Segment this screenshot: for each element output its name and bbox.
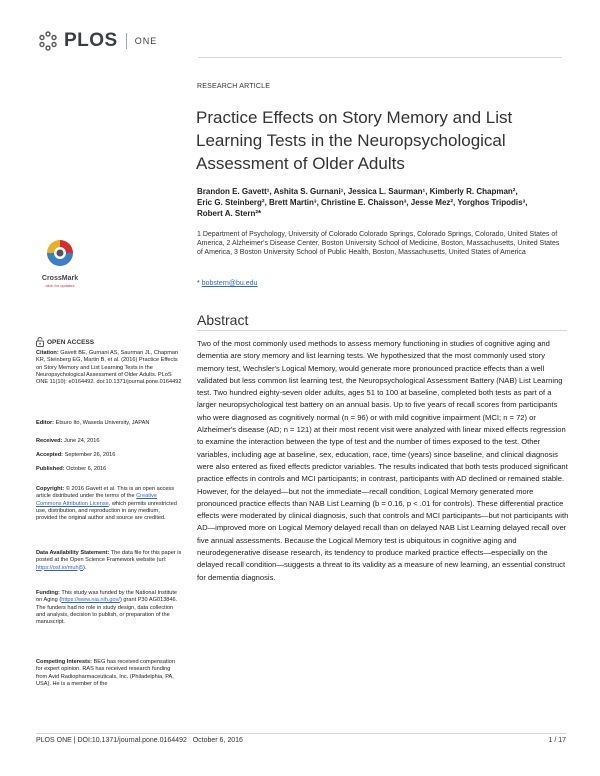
editor-text: Etsuro Ito, Waseda University, JAPAN (55, 420, 150, 426)
author-line: Robert A. Stern²* (197, 209, 262, 218)
copyright-text-end: , which permits unrestricted use, distribution, and reproduction in any medium, provided the original author and source are credited. (36, 500, 177, 522)
license-link[interactable]: Creative Commons Attribution License (36, 493, 157, 507)
header-rule (198, 57, 562, 58)
received-label: Received: (36, 438, 63, 444)
editor-label: Editor: (36, 420, 55, 426)
funding-label: Funding: (36, 590, 60, 596)
copyright (36, 486, 182, 522)
accepted-date: September 26, 2016 (64, 452, 116, 458)
funding-text-end: ) grant P30 AG013846. The funders had no role in study design, data collection and analysis, decision to publish, or preparation of the manuscript. (36, 597, 178, 626)
data-label: Data Availability Statement: (36, 550, 110, 556)
copyright-label: Copyright: (36, 486, 65, 492)
corresponding-email (197, 280, 257, 287)
author-line: Brandon E. Gavett¹, Ashita S. Gurnani¹, Jessica L. Saurman¹, Kimberly R. Chapman², (197, 187, 518, 196)
competing-text: BEG has received compensation for expert opinion. RAS has received research funding from Avid Radiopharmaceuticals, Inc. (Philadelphia, PA, USA). He is a member of the (36, 659, 175, 687)
open-access (36, 337, 94, 347)
crossmark-label: CrossMark (41, 275, 79, 282)
article-title: Practice Effects on Story Memory and List Learning Tests in the Neuropsychological Assessment of Older Adults (196, 108, 513, 173)
citation (36, 350, 182, 386)
open-lock-icon (36, 337, 44, 347)
article-type: RESEARCH ARTICLE (197, 83, 271, 90)
plos-logo[interactable] (38, 30, 157, 52)
citation-text: Gavett BE, Gurnani AS, Saurman JL, Chapman KR, Steinberg EG, Martin B, et al. (2016) Practice Effects on Story Memory and List Learning Tests in the Neuropsychological Assessment of Older Adults. PLoS ONE 11(10): e0164492. doi:10.1371/journal.pone.0164492 (36, 350, 182, 386)
editor (36, 420, 182, 427)
competing-label: Competing Interests: (36, 659, 92, 665)
plos-brand: PLOS (64, 30, 118, 51)
copyright-text: © 2016 Gavett et al. This is an open access article distributed under the terms of the (36, 486, 175, 500)
affiliations: 1 Department of Psychology, University of Colorado Colorado Springs, Colorado Springs, Colorado, United States of America, 2 Alzheimer's Disease Center, Boston University School of Medicine, Boston, Massachusetts, United States of America, 3 Boston University School of Public Health, Boston, Massachusetts, United States of America (197, 231, 560, 256)
abstract-rule (197, 330, 567, 331)
accepted-label: Accepted: (36, 452, 64, 458)
author-line: Eric G. Steinberg², Brett Martin³, Christine E. Chaisson³, Jesse Mez², Yorghos Tripodis³, (197, 198, 528, 207)
page-number: 1 / 17 (548, 737, 566, 744)
data-text: The data file for this paper is posted at the Open Science Framework website (url: (36, 550, 182, 564)
received (36, 438, 182, 445)
competing-interests (36, 659, 182, 688)
published-date: October 6, 2016 (66, 466, 107, 472)
funding (36, 590, 182, 626)
crossmark-icon (45, 238, 75, 270)
footer-rule (36, 733, 566, 734)
accepted (36, 452, 182, 459)
published-label: Published: (36, 466, 65, 472)
published (36, 466, 182, 473)
asterisk: * (197, 280, 202, 287)
data-text-end: ). (82, 564, 87, 571)
logo-divider (126, 33, 127, 49)
open-access-label: OPEN ACCESS (47, 338, 95, 346)
author-list (197, 186, 567, 219)
plos-dots-icon (38, 31, 58, 51)
osf-link[interactable]: https://osf.io/muhj5 (36, 564, 83, 571)
crossmark-badge[interactable] (36, 238, 84, 290)
footer-citation: PLOS ONE | DOI:10.1371/journal.pone.0164492 October 6, 2016 (36, 737, 243, 744)
funding-text: This study was funded by the National Institute on Aging ( (36, 590, 178, 604)
data-availability (36, 550, 182, 572)
nia-link[interactable]: https://www.nia.nih.gov/ (61, 597, 120, 604)
received-date: June 24, 2016 (64, 438, 100, 444)
journal-name: ONE (134, 36, 158, 46)
crossmark-sub: click for updates (45, 283, 75, 288)
abstract-text: Two of the most commonly used methods to assess memory functioning in studies of cognitive aging and dementia are story memory and list learning tests. We hypothesized that the most commonly used story memory test, Wechsler's Logical Memory, would generate more pronounced practice effects than a well validated but less common list learning test, the Neuropsychological Assessment Battery (NAB) List Learning test. Two hundred eighty-seven older adults, ages 51 to 100 at baseline, completed both tests as part of a larger neuropsychological test battery on an annual basis. Up to five years of recall scores from participants who were diagnosed as cognitively normal (n = 96) or with mild cognitive impairment (MCI; n = 72) or Alzheimer's disease (AD; n = 121) at their most recent visit were analyzed with linear mixed effects regression to examine the interaction between the type of test and the number of times exposed to the test. Other variables, including age at baseline, sex, education, race, time (years) since baseline, and clinical diagnosis were also entered as fixed effects predictor variables. The results indicated that both tests produced significant practice effects in controls and MCI participants; in contrast, participants with AD declined or remained stable. However, for the delayed—but not the immediate—recall condition, Logical Memory generated more pronounced practice effects than NAB List Learning (b = 0.16, p < .01 for controls). These differential practice effects were moderated by clinical diagnosis, such that controls and MCI participants—but not participants with AD—improved more on Logical Memory delayed recall than on delayed NAB List Learning delayed recall over five annual assessments. Because the Logical Memory test is ubiquitous in cognitive aging and neurodegenerative disease research, its tendency to produce marked practice effects—especially on the delayed recall condition—suggests a threat to its validity as a measure of new learning, an essential construct for dementia diagnosis. (197, 339, 569, 582)
email-link[interactable]: bobstern@bu.edu (201, 280, 258, 287)
citation-label: Citation: (36, 350, 59, 356)
abstract-heading: Abstract (197, 312, 249, 328)
